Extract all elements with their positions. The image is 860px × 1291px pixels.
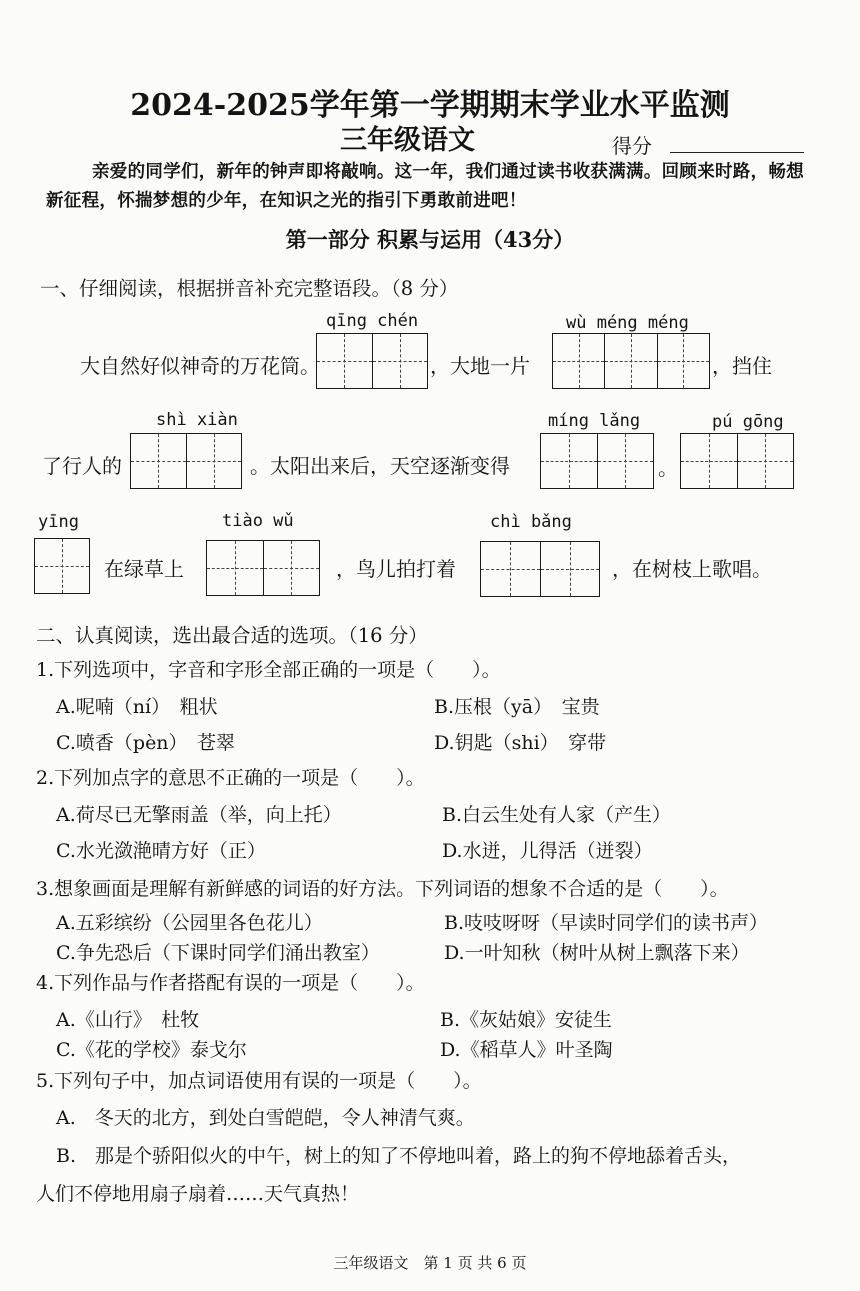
answer-box-qingchen[interactable] — [316, 333, 428, 389]
question-1-option-c: C.喷香（pèn） 苍翠 — [56, 732, 236, 754]
score-blank[interactable] — [670, 152, 804, 153]
text-segment-8: ，鸟儿拍打着 — [336, 557, 456, 581]
question-1-option-a: A.呢喃（ní） 粗状 — [56, 696, 218, 718]
question-2-option-d: D.水迸，儿得活（迸裂） — [442, 840, 653, 862]
question-2-option-a: A.荷尽已无擎雨盖（举，向上托） — [56, 804, 342, 826]
intro-paragraph: 亲爱的同学们，新年的钟声即将敲响。这一年，我们通过读书收获满满。回顾来时路，畅想新征程，怀揣梦想的少年，在知识之光的指引下勇敢前进吧！ — [46, 162, 804, 211]
question-1-option-b: B.压根（yā） 宝贵 — [434, 696, 600, 718]
question-3-stem: 3.想象画面是理解有新鲜感的词语的好方法。下列词语的想象不合适的是（ ）。 — [36, 878, 729, 900]
pinyin-tiaowu: tiào wǔ — [222, 511, 294, 531]
question-4-option-b: B.《灰姑娘》安徒生 — [440, 1009, 613, 1031]
answer-box-chibang[interactable] — [480, 541, 600, 597]
pinyin-ying: yīng — [38, 512, 79, 532]
pinyin-wumengmeng: wù méng méng — [566, 313, 689, 333]
section1-heading: 一、仔细阅读，根据拼音补充完整语段。（8 分） — [40, 277, 459, 300]
question-2-option-c: C.水光潋滟晴方好（正） — [56, 840, 266, 862]
question-2-option-b: B.白云生处有人家（产生） — [442, 804, 672, 826]
answer-box-ying[interactable] — [34, 538, 90, 594]
question-1-option-d: D.钥匙（shi） 穿带 — [434, 732, 607, 754]
text-segment-7: 在绿草上 — [104, 557, 184, 581]
text-segment-2: ，大地一片 — [430, 354, 530, 378]
answer-box-wumengmeng[interactable] — [552, 333, 710, 389]
pinyin-chibang: chì bǎng — [490, 512, 572, 532]
text-segment-4: 了行人的 — [42, 454, 122, 478]
pinyin-qingchen: qīng chén — [326, 311, 419, 331]
text-segment-3: ，挡住 — [712, 354, 772, 378]
answer-box-tiaowu[interactable] — [206, 540, 320, 596]
question-3-option-b: B.吱吱呀呀（早读时同学们的读书声） — [444, 912, 769, 934]
pinyin-minglang: míng lǎng — [548, 411, 641, 431]
question-3-option-d: D.一叶知秋（树叶从树上飘落下来） — [444, 942, 750, 964]
question-5-option-a: A. 冬天的北方，到处白雪皑皑，令人神清气爽。 — [56, 1107, 475, 1129]
text-segment-5: 。太阳出来后，天空逐渐变得 — [250, 454, 510, 478]
text-segment-1: 大自然好似神奇的万花筒。 — [80, 354, 320, 378]
question-1-stem: 1.下列选项中，字音和字形全部正确的一项是（ ）。 — [36, 659, 501, 681]
pinyin-pugong: pú gōng — [712, 412, 784, 432]
text-segment-9: ，在树枝上歌唱。 — [612, 557, 772, 581]
pinyin-shixian: shì xiàn — [156, 410, 238, 430]
answer-box-minglang[interactable] — [540, 433, 654, 489]
answer-box-shixian[interactable] — [130, 433, 242, 489]
answer-box-pugong[interactable] — [680, 433, 794, 489]
question-5-stem: 5.下列句子中，加点词语使用有误的一项是（ ）。 — [36, 1070, 482, 1092]
question-4-stem: 4.下列作品与作者搭配有误的一项是（ ）。 — [36, 972, 425, 994]
question-4-option-a: A.《山行》 杜牧 — [56, 1009, 200, 1031]
question-4-option-d: D.《稻草人》叶圣陶 — [440, 1039, 613, 1061]
part1-title: 第一部分 积累与运用（43分） — [285, 227, 575, 252]
question-5-option-b-line2: 人们不停地用扇子扇着……天气真热！ — [36, 1183, 360, 1205]
question-5-option-b-line1: B. 那是个骄阳似火的中午，树上的知了不停地叫着，路上的狗不停地舔着舌头， — [56, 1145, 742, 1167]
question-3-option-a: A.五彩缤纷（公园里各色花儿） — [56, 912, 323, 934]
exam-subtitle: 三年级语文 — [340, 125, 475, 156]
question-2-stem: 2.下列加点字的意思不正确的一项是（ ）。 — [36, 767, 425, 789]
page-footer: 三年级语文 第 1 页 共 6 页 — [333, 1254, 527, 1272]
question-4-option-c: C.《花的学校》泰戈尔 — [56, 1039, 247, 1061]
text-segment-6: 。 — [658, 456, 678, 480]
score-label: 得分 — [612, 134, 652, 158]
section2-heading: 二、认真阅读，选出最合适的选项。（16 分） — [36, 624, 428, 647]
exam-title: 2024-2025学年第一学期期末学业水平监测 — [130, 88, 730, 123]
question-3-option-c: C.争先恐后（下课时同学们涌出教室） — [56, 942, 380, 964]
